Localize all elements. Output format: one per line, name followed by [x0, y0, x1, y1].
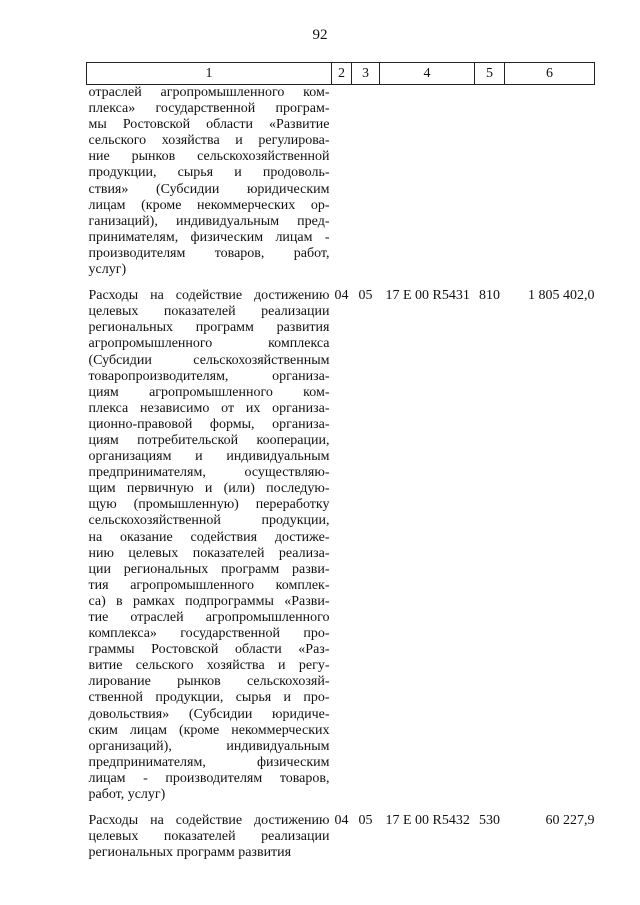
description-line: нию целевых показателей реализа- — [88, 545, 330, 561]
description-line: плекса» государственной програм- — [88, 101, 330, 117]
description-line: отраслей агропромышленного ком- — [88, 85, 330, 100]
description-line: комплекса» государственной про- — [88, 626, 330, 642]
expense-type-code: 530 — [479, 813, 500, 829]
page-number: 92 — [312, 27, 328, 43]
description-line: ганизаций), индивидуальным пред- — [88, 213, 330, 229]
description-line: услуг) — [88, 262, 127, 278]
description-line: агропромышленного комплекса — [88, 336, 330, 352]
budget-table — [86, 62, 595, 863]
description-line: довольствия» (Субсидии юридиче- — [88, 706, 330, 722]
description-line: ции региональных программ разви- — [88, 561, 330, 577]
description-line: плекса независимо от их организа- — [88, 400, 330, 416]
description-line: тие отраслей агропромышленного — [88, 610, 330, 625]
description-line: региональных программ развития — [88, 845, 292, 861]
description-line: мы Ростовской области «Развитие — [88, 117, 330, 133]
description-line: производителям товаров, работ, — [88, 245, 330, 261]
description-line: целевых показателей реализации — [88, 829, 330, 845]
description-line: ским лицам (кроме некоммерческих — [88, 722, 330, 738]
table-row — [87, 805, 595, 863]
description-line: ственной продукции, сырья и про- — [88, 690, 330, 706]
expense-type-code — [475, 85, 505, 281]
amount: 1 805 402,0 — [528, 288, 595, 304]
section-code: 04 — [334, 288, 349, 304]
description-line: лицам (кроме некоммерческих ор- — [88, 197, 330, 213]
subsection-code: 05 — [358, 813, 373, 829]
description-line: принимателям, физическим лицам - — [88, 229, 330, 245]
description-line: организаций), индивидуальным — [88, 738, 330, 754]
description-line: тия агропромышленного комплек- — [88, 577, 330, 593]
description-line: региональных программ развития — [88, 320, 330, 336]
header-col-6: 6 — [505, 63, 595, 85]
table-header — [87, 63, 595, 85]
description-line: сельскохозяйственной продукции, — [88, 513, 330, 529]
description-line: товаропроизводителям, организа- — [88, 368, 330, 384]
table-body — [87, 85, 595, 864]
description-line: организациям и индивидуальным — [88, 449, 330, 465]
subsection-code: 05 — [358, 288, 373, 304]
description-line: ционно-правовой формы, организа- — [88, 416, 330, 432]
description-line: ствия» (Субсидии юридическим — [88, 181, 330, 197]
header-col-1: 1 — [87, 63, 332, 85]
description-line: сельского хозяйства и регулирова- — [88, 133, 330, 149]
description-line: продукции, сырья и продоволь- — [88, 165, 330, 181]
section-code — [332, 85, 352, 281]
description-line: циям потребительской кооперации, — [88, 432, 330, 448]
description-line: предпринимателям, осуществляю- — [88, 465, 330, 481]
description-line: лирование рынков сельскохозяй- — [88, 674, 330, 690]
description-line: лицам - производителям товаров, — [88, 770, 330, 786]
row-description — [87, 85, 332, 281]
description-line: на оказание содействия достиже- — [88, 529, 330, 545]
description-line: щим первичную и (или) последую- — [88, 481, 330, 497]
description-line: (Субсидии сельскохозяйственным — [88, 352, 330, 368]
table-row — [87, 280, 595, 805]
expense-type-code: 810 — [479, 288, 500, 304]
description-line: целевых показателей реализации — [88, 304, 330, 320]
description-line: са) в рамках подпрограммы «Разви- — [88, 593, 330, 609]
header-col-4: 4 — [380, 63, 475, 85]
description-line: работ, услуг) — [88, 787, 166, 803]
description-line: витие сельского хозяйства и регу- — [88, 658, 330, 674]
description-line: Расходы на содействие достижению — [88, 813, 330, 829]
row-description — [87, 280, 332, 805]
subsection-code — [352, 85, 380, 281]
section-code: 04 — [334, 813, 349, 829]
description-line: Расходы на содействие достижению — [88, 288, 330, 304]
target-article-code: 17 Е 00 R5432 — [385, 813, 470, 829]
description-line: щую (промышленную) переработку — [88, 497, 330, 513]
amount: 60 227,9 — [545, 813, 595, 829]
description-line: граммы Ростовской области «Раз- — [88, 642, 330, 658]
row-description — [87, 805, 332, 863]
target-article-code — [380, 85, 475, 281]
target-article-code: 17 Е 00 R5431 — [385, 288, 470, 304]
header-col-2: 2 — [332, 63, 352, 85]
description-line: циям агропромышленного ком- — [88, 384, 330, 400]
header-col-3: 3 — [352, 63, 380, 85]
description-line: ние рынков сельскохозяйственной — [88, 149, 330, 165]
table-row — [87, 85, 595, 281]
description-line: предпринимателям, физическим — [88, 754, 330, 770]
amount — [505, 85, 595, 281]
header-col-5: 5 — [475, 63, 505, 85]
